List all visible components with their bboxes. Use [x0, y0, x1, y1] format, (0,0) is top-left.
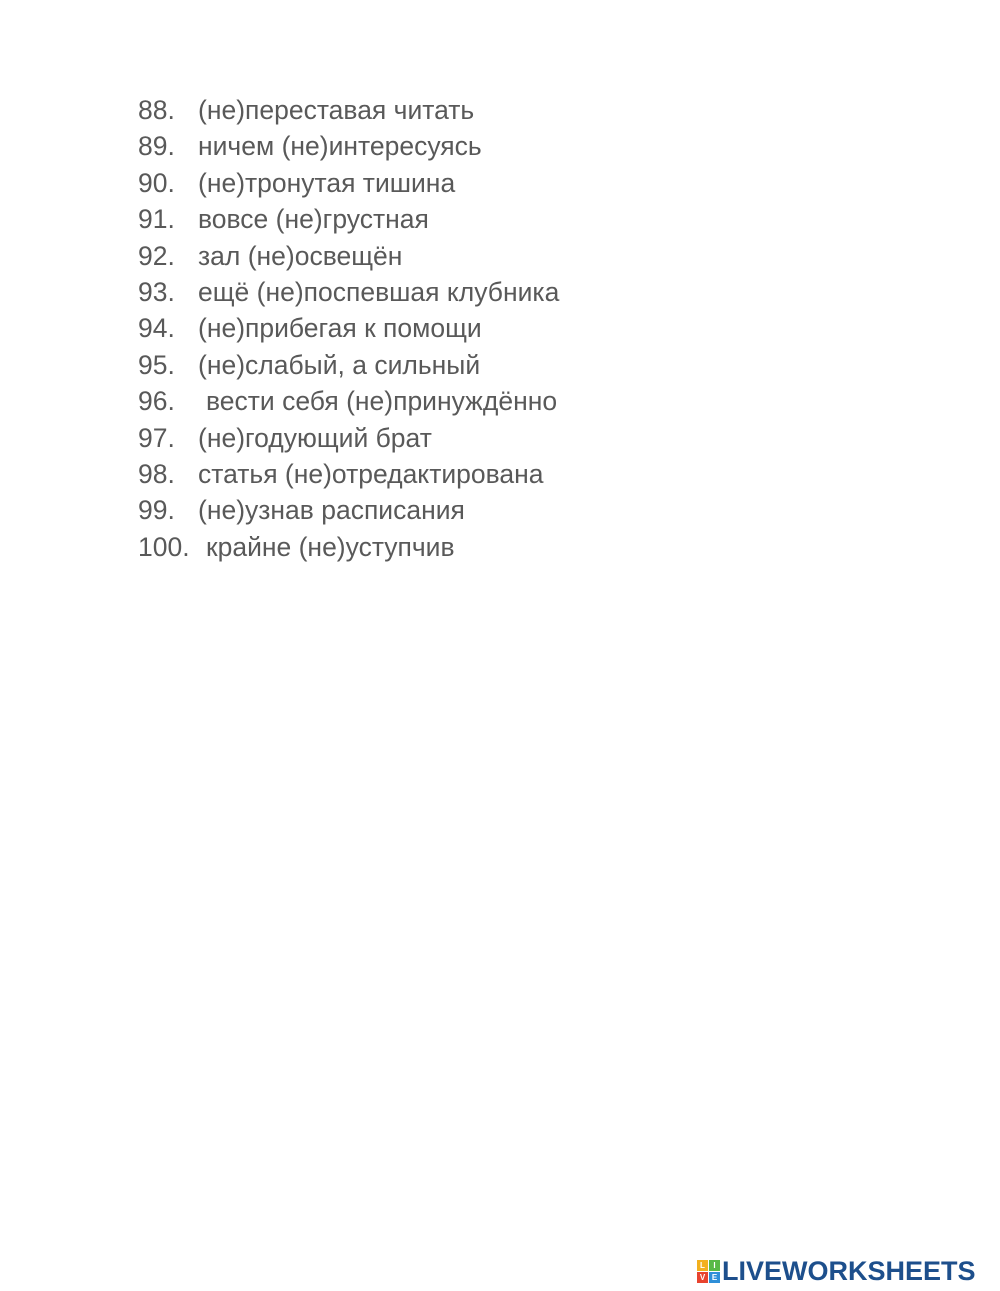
item-number: 95. — [138, 349, 175, 380]
logo-mark-letter: V — [697, 1272, 708, 1283]
item-number: 93. — [138, 276, 175, 307]
item-number: 98. — [138, 458, 175, 489]
item-text: (не)слабый, а сильный — [198, 349, 481, 380]
list-item — [138, 201, 559, 237]
logo-mark-icon — [697, 1260, 720, 1283]
item-number: 96. — [138, 386, 175, 417]
item-number: 94. — [138, 313, 175, 344]
item-text: ещё (не)поспевшая клубника — [198, 276, 560, 307]
logo-mark-letter: L — [697, 1260, 708, 1271]
list-item — [138, 347, 559, 383]
item-text: статья (не)отредактирована — [198, 458, 544, 489]
list-item — [138, 310, 559, 346]
list-item — [138, 492, 559, 528]
item-text: вести себя (не)принуждённо — [206, 386, 558, 417]
item-number: 97. — [138, 422, 175, 453]
list-item — [138, 165, 559, 201]
item-number: 89. — [138, 131, 175, 162]
item-number: 99. — [138, 495, 175, 526]
item-number: 91. — [138, 204, 175, 235]
item-number: 88. — [138, 95, 175, 125]
list-item — [138, 420, 559, 456]
item-text: ничем (не)интересуясь — [198, 131, 482, 162]
list-item — [138, 92, 559, 128]
item-text: (не)годующий брат — [198, 422, 432, 453]
item-number: 100. — [138, 531, 190, 562]
item-text: (не)прибегая к помощи — [198, 313, 482, 344]
item-text: вовсе (не)грустная — [198, 204, 429, 235]
list-item — [138, 274, 559, 310]
logo-mark-letter: I — [709, 1260, 720, 1271]
list-item — [138, 383, 559, 419]
exercise-list — [138, 92, 559, 565]
list-item — [138, 128, 559, 164]
item-text: (не)переставая читать — [198, 95, 475, 125]
list-item — [138, 529, 559, 565]
list-item — [138, 238, 559, 274]
item-text: крайне (не)уступчив — [206, 531, 455, 562]
item-number: 92. — [138, 240, 175, 271]
item-text: (не)тронутая тишина — [198, 167, 456, 198]
liveworksheets-logo — [697, 1256, 976, 1286]
item-number: 90. — [138, 167, 175, 198]
list-item — [138, 456, 559, 492]
item-text: зал (не)освещён — [198, 240, 403, 271]
logo-mark-letter: E — [709, 1272, 720, 1283]
item-text: (не)узнав расписания — [198, 495, 465, 526]
logo-text: LIVEWORKSHEETS — [722, 1255, 976, 1286]
